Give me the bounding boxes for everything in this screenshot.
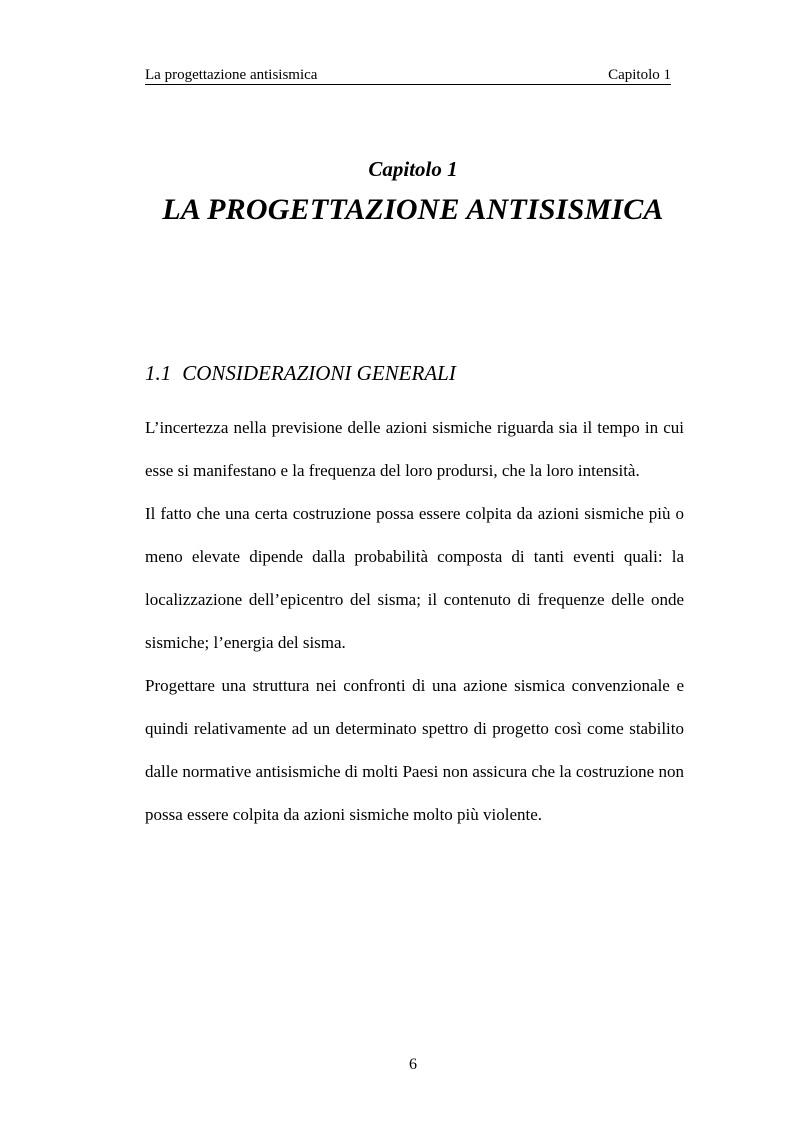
paragraph: Progettare una struttura nei confronti di una azione sismica convenzionale e quindi relativamente ad un determinato spettro di progetto così come stabilito dalle normative antisismiche di molti Paesi non assicura che la costruzione non possa essere colpita da azioni sismiche molto più violente. — [145, 676, 684, 824]
page-number: 6 — [409, 1056, 417, 1073]
body-text — [145, 406, 684, 836]
paragraph: L’incertezza nella previsione delle azioni sismiche riguarda sia il tempo in cui esse si manifestano e la frequenza del loro prodursi, che la loro intensità. — [145, 418, 684, 480]
running-header — [145, 66, 671, 85]
paragraph: Il fatto che una certa costruzione possa essere colpita da azioni sismiche più o meno elevate dipende dalla probabilità composta di tanti eventi quali: la localizzazione dell’epicentro del sisma; il contenuto di frequenze delle onde sismiche; l’energia del sisma. — [145, 504, 684, 652]
section-number: 1.1 — [145, 361, 172, 385]
header-chapter-label: Capitolo 1 — [608, 67, 671, 83]
chapter-title: LA PROGETTAZIONE ANTISISMICA — [162, 193, 664, 226]
section-heading — [145, 361, 456, 386]
header-document-title: La progettazione antisismica — [145, 67, 318, 83]
chapter-label: Capitolo 1 — [368, 157, 458, 181]
section-title: CONSIDERAZIONI GENERALI — [182, 361, 456, 385]
